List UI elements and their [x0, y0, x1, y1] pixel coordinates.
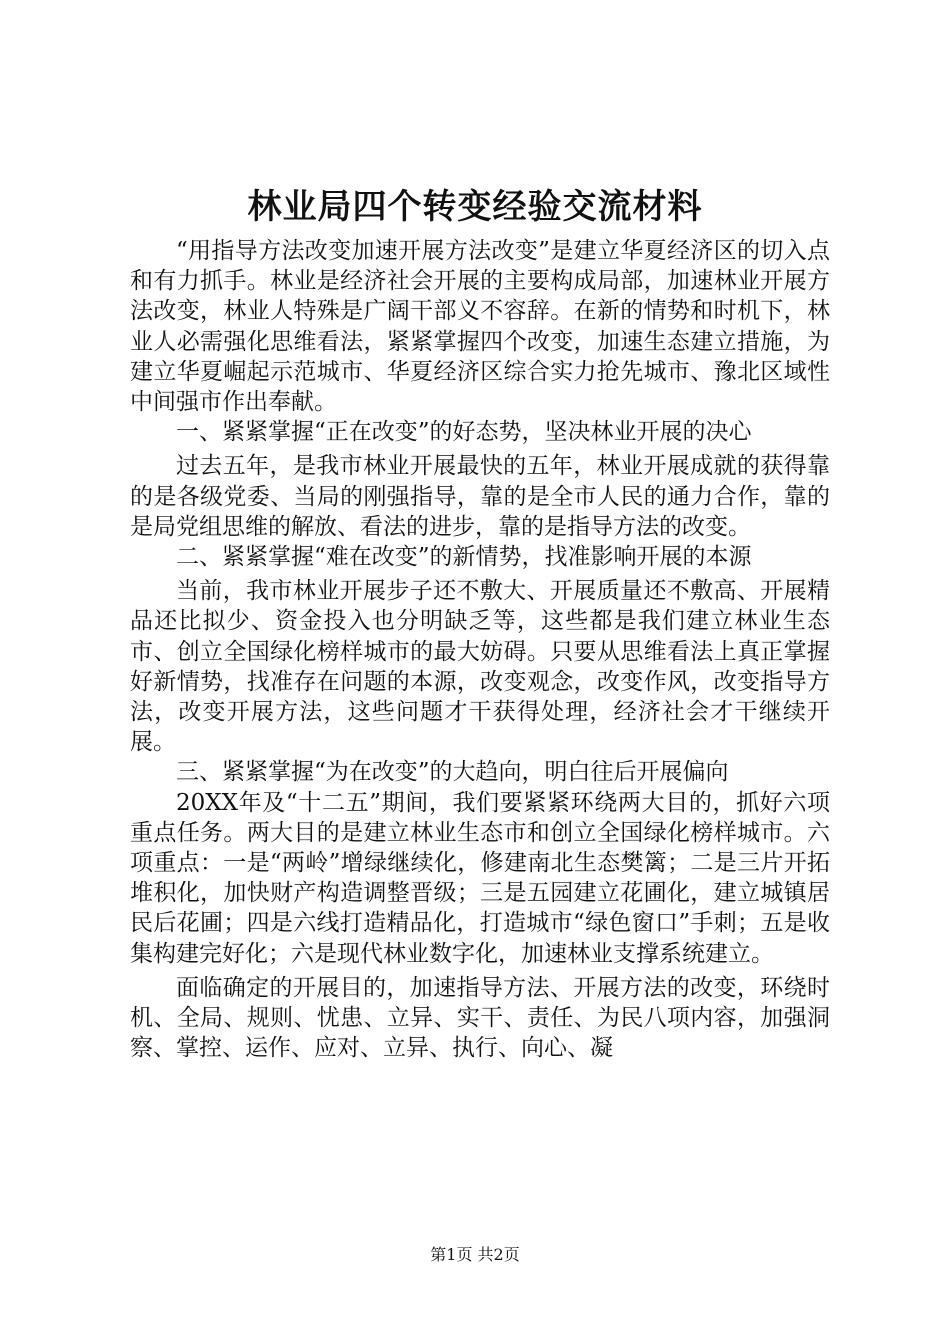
paragraph-section-3: 20XX年及“十二五”期间，我们要紧紧环绕两大目的，抓好六项重点任务。两大目的是建立林业生态市和创立全国绿化榜样城市。六项重点：一是“两岭”增绿继续化，修建南北生态樊篱；二是三片开拓堆积化，加快财产构造调整晋级；三是五园建立花圃化，建立城镇居民后花圃；四是六线打造精品化，打造城市“绿色窗口”手刺；五是收集构建完好化；六是现代林业数字化，加速林业支撑系统建立。 — [130, 789, 830, 967]
paragraph-section-2: 当前，我市林业开展步子还不敷大、开展质量还不敷高、开展精品还比拟少、资金投入也分明缺乏等，这些都是我们建立林业生态市、创立全国绿化榜样城市的最大妨碍。只要从思维看法上真正掌握好新情势，找准存在问题的本源，改变观念，改变作风，改变指导方法，改变开展方法，这些问题才干获得处理，经济社会才干继续开展。 — [130, 578, 830, 756]
section-heading-3: 三、紧紧掌握“为在改变”的大趋向，明白往后开展偏向 — [176, 759, 729, 786]
paragraph-intro: “用指导方法改变加速开展方法改变”是建立华夏经济区的切入点和有力抓手。林业是经济社会开展的主要构成局部，加速林业开展方法改变，林业人特殊是广阔干部义不容辞。在新的情势和时机下，林业人必需强化思维看法，紧紧掌握四个改变，加速生态建立措施，为建立华夏崛起示范城市、华夏经济区综合实力抢先城市、豫北区域性中间强市作出奉献。 — [130, 238, 830, 416]
document-body — [130, 236, 830, 1063]
page-number: 第1页 共2页 — [430, 1245, 520, 1264]
paragraph-closing: 面临确定的开展目的，加速指导方法、开展方法的改变，环绕时机、全局、规则、忧患、立异、实干、责任、为民八项内容，加强洞察、掌控、运作、应对、立异、执行、向心、凝 — [130, 974, 830, 1062]
document-title: 林业局四个转变经验交流材料 — [247, 187, 703, 227]
section-heading-2: 二、紧紧掌握“难在改变”的新情势，找准影响开展的本源 — [176, 544, 752, 571]
section-heading-1: 一、紧紧掌握“正在改变”的好态势，坚决林业开展的决心 — [176, 419, 752, 446]
paragraph-section-1: 过去五年，是我市林业开展最快的五年，林业开展成就的获得靠的是各级党委、当局的刚强指导，靠的是全市人民的通力合作，靠的是局党组思维的解放、看法的进步，靠的是指导方法的改变。 — [130, 453, 830, 540]
